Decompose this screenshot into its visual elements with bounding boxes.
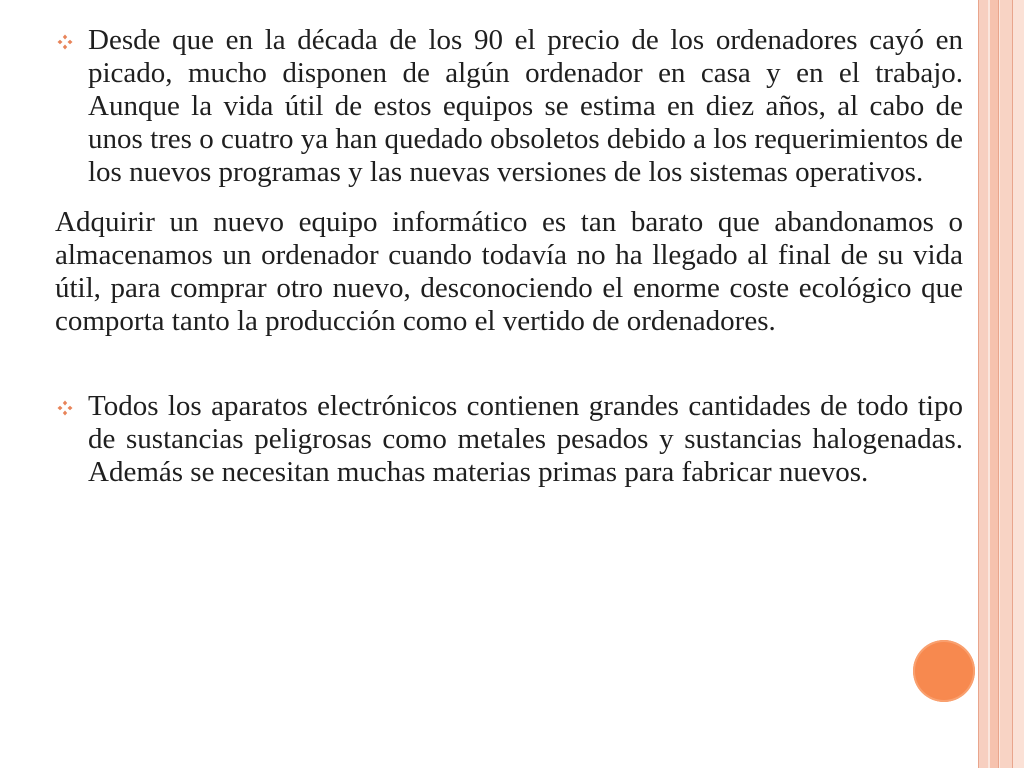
decor-line [978,0,979,768]
bullet-paragraph-1 [55,24,963,189]
diamond-bullet-icon [57,34,73,50]
decor-stripe [1000,0,1012,768]
decor-stripe [978,0,988,768]
slide-body [55,24,963,489]
paragraph-2 [55,206,963,338]
decor-line [1012,0,1013,768]
decor-stripe [990,0,998,768]
paragraph-text: Desde que en la década de los 90 el precio de los ordenadores cayó en picado, mucho disponen de algún ordenador en casa y en el trabajo. Aunque la vida útil de estos equipos se estima en diez años, al cabo de unos tres o cuatro ya han quedado obsoletos debido a los requerimientos de los nuevos programas y las nuevas versiones de los sistemas operativos. [88,24,963,188]
decor-orange-circle [913,640,975,702]
diamond-bullet-icon [57,400,73,416]
decor-line [998,0,999,768]
paragraph-text: Todos los aparatos electrónicos contienen grandes cantidades de todo tipo de sustancias peligrosas como metales pesados y sustancias halogenadas. Además se necesitan muchas materias primas para fabricar nuevos. [88,390,963,488]
paragraph-text: Adquirir un nuevo equipo informático es tan barato que abandonamos o almacenamos un ordenador cuando todavía no ha llegado al final de su vida útil, para comprar otro nuevo, desconociendo el enorme coste ecológico que comporta tanto la producción como el vertido de ordenadores. [55,206,963,337]
decor-stripe [1012,0,1024,768]
bullet-paragraph-3 [55,390,963,489]
